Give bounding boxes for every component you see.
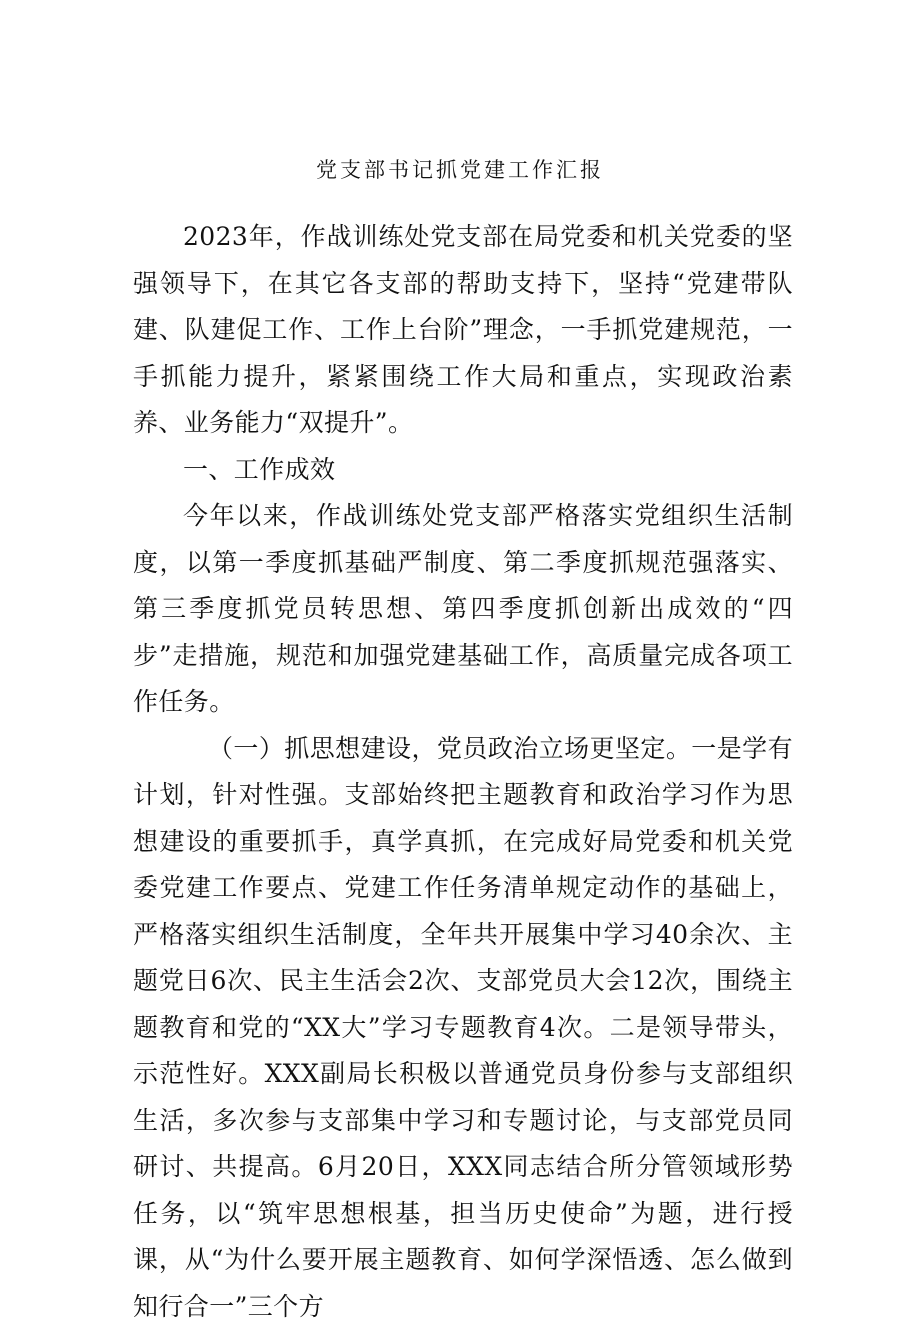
work-results-paragraph: 今年以来，作战训练处党支部严格落实党组织生活制度，以第一季度抓基础严制度、第二季度抓规范强落实、第三季度抓党员转思想、第四季度抓创新出成效的“四步”走措施，规范和加强党建基础工作，高质量完成各项工作任务。 bbox=[133, 493, 793, 726]
ideological-building-paragraph: （一）抓思想建设，党员政治立场更坚定。一是学有计划，针对性强。支部始终把主题教育和政治学习作为思想建设的重要抓手，真学真抓，在完成好局党委和机关党委党建工作要点、党建工作任务清单规定动作的基础上，严格落实组织生活制度，全年共开展集中学习40余次、主题党日6次、民主生活会2次、支部党员大会12次，围绕主题教育和党的“XX大”学习专题教育4次。二是领导带头，示范性好。XXX副局长积极以普通党员身份参与支部组织生活，多次参与支部集中学习和专题讨论，与支部党员同研讨、共提高。6月20日，XXX同志结合所分管领域形势任务，以“筑牢思想根基，担当历史使命”为题，进行授课，从“为什么要开展主题教育、如何学深悟透、怎么做到知行合一”三个方 bbox=[133, 726, 793, 1330]
document-title: 党支部书记抓党建工作汇报 bbox=[0, 150, 920, 190]
document-body bbox=[133, 214, 793, 1330]
section-heading-work-results: 一、工作成效 bbox=[133, 447, 793, 494]
intro-paragraph: 2023年，作战训练处党支部在局党委和机关党委的坚强领导下，在其它各支部的帮助支持下，坚持“党建带队建、队建促工作、工作上台阶”理念，一手抓党建规范，一手抓能力提升，紧紧围绕工作大局和重点，实现政治素养、业务能力“双提升”。 bbox=[133, 214, 793, 447]
